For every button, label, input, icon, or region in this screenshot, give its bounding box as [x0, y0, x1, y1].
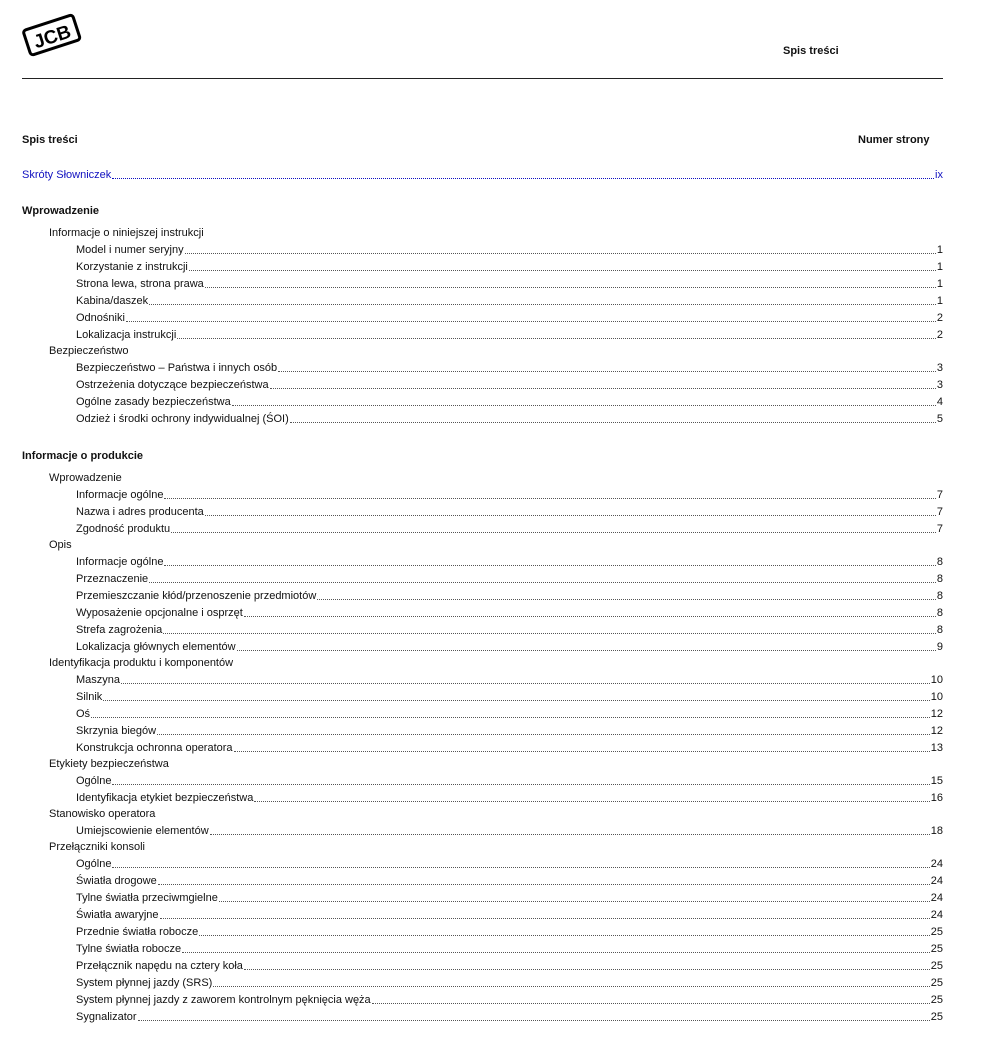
dot-leader — [189, 270, 936, 271]
toc-entry-label: Tylne światła przeciwmgielne — [76, 892, 218, 904]
toc-group-heading: Przełączniki konsoli — [49, 841, 145, 853]
toc-entry[interactable] — [22, 409, 943, 426]
dot-leader — [372, 1003, 930, 1004]
toc-group-heading: Opis — [49, 539, 72, 551]
toc-entry-label: Identyfikacja etykiet bezpieczeństwa — [76, 792, 254, 804]
toc-entry[interactable] — [22, 274, 943, 291]
toc-entry[interactable] — [22, 771, 943, 788]
dot-leader — [232, 405, 936, 406]
toc-entry-label: Zgodność produktu — [76, 523, 171, 535]
dot-leader — [112, 178, 934, 179]
toc-entry-page: 8 — [936, 624, 943, 636]
toc-entry-page: 8 — [936, 607, 943, 619]
toc-entry-label: Przełącznik napędu na cztery koła — [76, 960, 243, 972]
dot-leader — [278, 371, 936, 372]
dot-leader — [164, 565, 935, 566]
toc-entry-page: 3 — [936, 362, 943, 374]
toc-entry-label: Przeznaczenie — [76, 573, 149, 585]
toc-entry-page: 12 — [930, 708, 943, 720]
dot-leader — [103, 700, 929, 701]
toc-group-heading: Wprowadzenie — [49, 472, 122, 484]
toc-entry-label: Kabina/daszek — [76, 295, 149, 307]
toc-entry-label: Umiejscowienie elementów — [76, 825, 209, 837]
toc-entry[interactable] — [22, 871, 943, 888]
toc-entry-label: Lokalizacja głównych elementów — [76, 641, 236, 653]
toc-entry-page: 25 — [930, 960, 943, 972]
toc-entry-label: Wyposażenie opcjonalne i osprzęt — [76, 607, 243, 619]
toc-entry-label: Maszyna — [76, 674, 121, 686]
dot-leader — [177, 338, 936, 339]
toc-entry-label: Odzież i środki ochrony indywidualnej (ŚOI) — [76, 413, 289, 425]
dot-leader — [112, 867, 929, 868]
toc-entry[interactable] — [22, 291, 943, 308]
toc-entry[interactable] — [22, 687, 943, 704]
toc-entry-label: Nazwa i adres producenta — [76, 506, 204, 518]
toc-entry-label: Ogólne — [76, 858, 112, 870]
dot-leader — [157, 734, 930, 735]
toc-entry-page: 1 — [936, 295, 943, 307]
svg-text:JCB: JCB — [31, 21, 74, 54]
toc-entry[interactable] — [22, 821, 943, 838]
table-of-contents — [22, 165, 943, 1024]
toc-entry[interactable] — [22, 392, 943, 409]
dot-leader — [185, 253, 936, 254]
toc-entry[interactable] — [22, 637, 943, 654]
toc-entry-label: Konstrukcja ochronna operatora — [76, 742, 233, 754]
toc-entry-page: 7 — [936, 523, 943, 535]
toc-entry-label: Światła awaryjne — [76, 909, 159, 921]
toc-entry-label: Światła drogowe — [76, 875, 157, 887]
toc-entry-page: 25 — [930, 926, 943, 938]
toc-entry-page: ix — [935, 169, 943, 181]
toc-entry-label: Skrzynia biegów — [76, 725, 157, 737]
toc-entry[interactable] — [22, 738, 943, 755]
toc-group-heading: Stanowisko operatora — [49, 808, 156, 820]
toc-entry[interactable] — [22, 721, 943, 738]
toc-entry-page: 24 — [930, 892, 943, 904]
toc-entry-label: Ogólne — [76, 775, 112, 787]
toc-section-heading: Wprowadzenie — [22, 205, 100, 217]
toc-entry[interactable] — [22, 956, 943, 973]
dot-leader — [213, 986, 929, 987]
toc-entry-label: Oś — [76, 708, 91, 720]
toc-entry[interactable] — [22, 939, 943, 956]
toc-entry[interactable] — [22, 888, 943, 905]
toc-entry[interactable] — [22, 375, 943, 392]
header-divider — [22, 78, 943, 79]
toc-entry[interactable] — [22, 788, 943, 805]
toc-entry[interactable] — [22, 485, 943, 502]
dot-leader — [149, 582, 936, 583]
dot-leader — [149, 304, 936, 305]
header-title: Spis treści — [783, 45, 839, 57]
toc-entry[interactable] — [22, 854, 943, 871]
toc-entry[interactable] — [22, 325, 943, 342]
jcb-logo — [22, 10, 82, 62]
toc-entry-page: 8 — [936, 556, 943, 568]
toc-entry-page: 1 — [936, 244, 943, 256]
toc-entry[interactable] — [22, 905, 943, 922]
toc-entry-page: 25 — [930, 1011, 943, 1023]
toc-entry-label: Korzystanie z instrukcji — [76, 261, 188, 273]
toc-entry-label: Odnośniki — [76, 312, 125, 324]
toc-column-heading: Spis treści — [22, 134, 78, 146]
dot-leader — [164, 498, 935, 499]
toc-group-heading: Informacje o niniejszej instrukcji — [49, 227, 204, 239]
toc-entry-page: 1 — [936, 261, 943, 273]
toc-entry[interactable] — [22, 308, 943, 325]
toc-entry[interactable] — [22, 620, 943, 637]
toc-entry[interactable] — [22, 552, 943, 569]
dot-leader — [317, 599, 936, 600]
toc-entry-page: 2 — [936, 329, 943, 341]
toc-entry-label: Przemieszczanie kłód/przenoszenie przedmiotów — [76, 590, 317, 602]
dot-leader — [234, 751, 930, 752]
toc-entry[interactable] — [22, 586, 943, 603]
toc-entry[interactable] — [22, 1007, 943, 1024]
toc-entry-label: Ogólne zasady bezpieczeństwa — [76, 396, 231, 408]
toc-entry-page: 4 — [936, 396, 943, 408]
toc-entry[interactable] — [22, 990, 943, 1007]
dot-leader — [163, 633, 936, 634]
toc-entry-page: 25 — [930, 977, 943, 989]
toc-entry[interactable] — [22, 603, 943, 620]
dot-leader — [138, 1020, 930, 1021]
toc-entry[interactable] — [22, 502, 943, 519]
toc-entry[interactable] — [22, 973, 943, 990]
toc-entry-page: 13 — [930, 742, 943, 754]
dot-leader — [270, 388, 936, 389]
toc-entry-page: 15 — [930, 775, 943, 787]
toc-entry-label: System płynnej jazdy z zaworem kontrolnym pęknięcia węża — [76, 994, 371, 1006]
toc-entry-label: System płynnej jazdy (SRS) — [76, 977, 213, 989]
toc-entry-page: 24 — [930, 909, 943, 921]
dot-leader — [91, 717, 930, 718]
toc-entry-label: Tylne światła robocze — [76, 943, 182, 955]
toc-entry-page: 24 — [930, 858, 943, 870]
toc-entry-page: 12 — [930, 725, 943, 737]
toc-entry-label: Ostrzeżenia dotyczące bezpieczeństwa — [76, 379, 269, 391]
toc-entry-label: Strona lewa, strona prawa — [76, 278, 204, 290]
toc-entry[interactable] — [22, 240, 943, 257]
dot-leader — [199, 935, 929, 936]
dot-leader — [244, 616, 936, 617]
dot-leader — [237, 650, 936, 651]
toc-entry-page: 5 — [936, 413, 943, 425]
toc-entry[interactable] — [22, 358, 943, 375]
toc-entry-page: 9 — [936, 641, 943, 653]
toc-entry-label: Lokalizacja instrukcji — [76, 329, 177, 341]
toc-entry-label: Bezpieczeństwo – Państwa i innych osób — [76, 362, 278, 374]
toc-group-heading: Identyfikacja produktu i komponentów — [49, 657, 234, 669]
toc-entry-page: 24 — [930, 875, 943, 887]
toc-entry-page: 1 — [936, 278, 943, 290]
toc-entry-page: 18 — [930, 825, 943, 837]
toc-entry-label: Strefa zagrożenia — [76, 624, 163, 636]
dot-leader — [210, 834, 930, 835]
toc-entry[interactable] — [22, 519, 943, 536]
toc-entry[interactable] — [22, 257, 943, 274]
toc-entry-glossary[interactable] — [22, 165, 943, 182]
toc-entry-page: 2 — [936, 312, 943, 324]
toc-entry-label: Informacje ogólne — [76, 556, 164, 568]
dot-leader — [112, 784, 929, 785]
toc-entry-page: 3 — [936, 379, 943, 391]
dot-leader — [121, 683, 930, 684]
dot-leader — [158, 884, 930, 885]
dot-leader — [219, 901, 930, 902]
toc-entry-page: 8 — [936, 573, 943, 585]
toc-entry-label: Skróty Słowniczek — [22, 169, 112, 181]
dot-leader — [171, 532, 936, 533]
toc-entry-page: 10 — [930, 691, 943, 703]
dot-leader — [205, 515, 936, 516]
toc-entry-page: 16 — [930, 792, 943, 804]
toc-entry-label: Informacje ogólne — [76, 489, 164, 501]
dot-leader — [126, 321, 936, 322]
dot-leader — [160, 918, 930, 919]
toc-section-heading: Informacje o produkcie — [22, 450, 144, 462]
toc-entry-page: 8 — [936, 590, 943, 602]
toc-entry-page: 10 — [930, 674, 943, 686]
toc-entry-page: 7 — [936, 489, 943, 501]
toc-entry[interactable] — [22, 670, 943, 687]
toc-entry-page: 7 — [936, 506, 943, 518]
dot-leader — [244, 969, 930, 970]
toc-entry-label: Model i numer seryjny — [76, 244, 184, 256]
toc-group-heading: Bezpieczeństwo — [49, 345, 129, 357]
toc-entry[interactable] — [22, 569, 943, 586]
dot-leader — [290, 422, 936, 423]
toc-entry-page: 25 — [930, 994, 943, 1006]
page-number-column-heading: Numer strony — [858, 134, 930, 146]
toc-entry-label: Silnik — [76, 691, 103, 703]
toc-entry-label: Sygnalizator — [76, 1011, 137, 1023]
toc-entry-label: Przednie światła robocze — [76, 926, 199, 938]
dot-leader — [254, 801, 929, 802]
toc-entry-page: 25 — [930, 943, 943, 955]
toc-group-heading: Etykiety bezpieczeństwa — [49, 758, 169, 770]
dot-leader — [205, 287, 936, 288]
dot-leader — [182, 952, 930, 953]
toc-entry[interactable] — [22, 704, 943, 721]
toc-entry[interactable] — [22, 922, 943, 939]
